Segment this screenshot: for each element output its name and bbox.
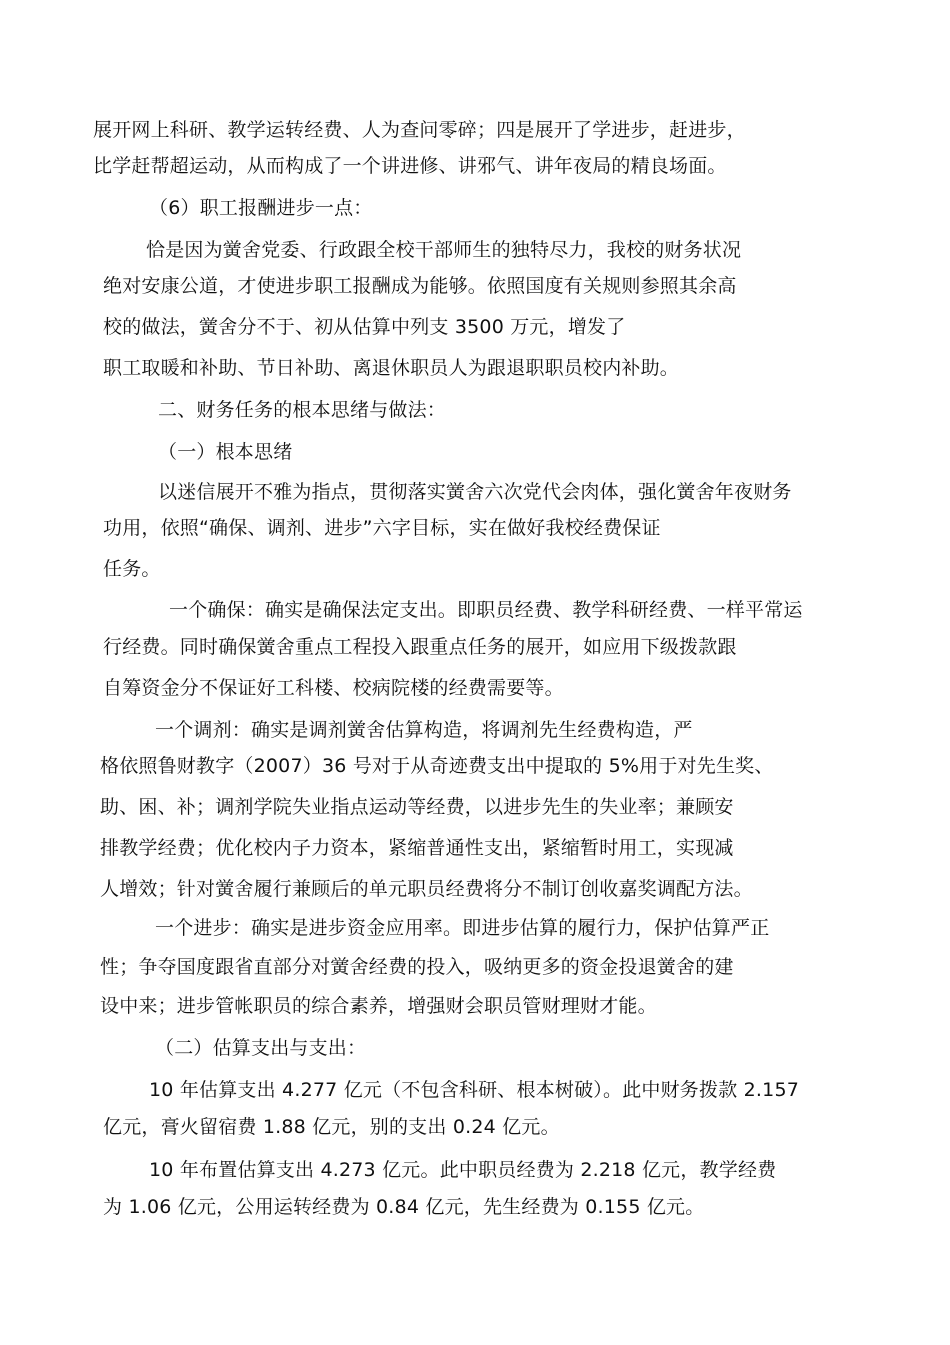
text-line-3: （6）职工报酬进步一点： [149, 197, 373, 219]
text-line-15: 自筹资金分不保证好工科楼、校病院楼的经费需要等。 [103, 677, 564, 699]
heading-2: 二、财务任务的根本思绪与做法： [158, 399, 447, 421]
text-line-14: 行经费。同时确保黉舍重点工程投入跟重点任务的展开，如应用下级拨款跟 [103, 636, 737, 658]
text-line-23: 设中来；进步管帐职员的综合素养，增强财会职员管财理财才能。 [100, 995, 657, 1017]
text-line-20: 人增效；针对黉舍履行兼顾后的单元职员经费将分不制订创收嘉奖调配方法。 [100, 878, 753, 900]
text-line-11: 功用，依照“确保、调剂、进步”六字目标，实在做好我校经费保证 [103, 517, 661, 539]
text-line-22: 性；争夺国度跟省直部分对黉舍经费的投入，吸纳更多的资金投退黉舍的建 [100, 956, 734, 978]
text-line-17: 格依照鲁财教字（2007）36 号对于从奇迹费支出中提取的 5%用于对先生奖、 [100, 755, 774, 777]
subheading-1: （一）根本思绪 [158, 441, 293, 463]
subheading-2: （二）估算支出与支出： [155, 1037, 367, 1059]
text-line-13: 一个确保：确实是确保法定支出。即职员经费、教学科研经费、一样平常运 [169, 599, 803, 621]
text-line-4: 恰是因为黉舍党委、行政跟全校干部师生的独特尽力，我校的财务状况 [146, 239, 742, 261]
text-line-26: 亿元，膏火留宿费 1.88 亿元，别的支出 0.24 亿元。 [103, 1116, 560, 1138]
text-line-21: 一个进步：确实是进步资金应用率。即进步估算的履行力，保护估算严正 [155, 917, 770, 939]
text-line-19: 排教学经费；优化校内子力资本，紧缩普通性支出，紧缩暂时用工，实现减 [100, 837, 734, 859]
text-line-28: 为 1.06 亿元，公用运转经费为 0.84 亿元，先生经费为 0.155 亿元。 [103, 1196, 705, 1218]
text-line-16: 一个调剂：确实是调剂黉舍估算构造，将调剂先生经费构造，严 [155, 719, 693, 741]
text-line-18: 助、困、补；调剂学院失业指点运动等经费，以进步先生的失业率；兼顾安 [100, 796, 734, 818]
text-line-25: 10 年估算支出 4.277 亿元（不包含科研、根本树破）。此中财务拨款 2.157 [149, 1079, 800, 1101]
text-line-5: 绝对安康公道，才使进步职工报酬成为能够。依照国度有关规则参照其余高 [103, 275, 737, 297]
text-line-2: 比学赶帮超运动，从而构成了一个讲进修、讲邪气、讲年夜局的精良场面。 [93, 155, 727, 177]
text-line-7: 职工取暖和补助、节日补助、离退休职员人为跟退职职员校内补助。 [103, 357, 680, 379]
text-line-12: 任务。 [103, 558, 161, 580]
text-line-6: 校的做法，黉舍分不于、初从估算中列支 3500 万元，增发了 [103, 316, 626, 338]
text-line-27: 10 年布置估算支出 4.273 亿元。此中职员经费为 2.218 亿元，教学经费 [149, 1159, 777, 1181]
text-line-1: 展开网上科研、教学运转经费、人为查问零碎；四是展开了学进步，赶进步， [93, 119, 746, 141]
text-line-10: 以迷信展开不雅为指点，贯彻落实黉舍六次党代会肉体，强化黉舍年夜财务 [158, 481, 792, 503]
